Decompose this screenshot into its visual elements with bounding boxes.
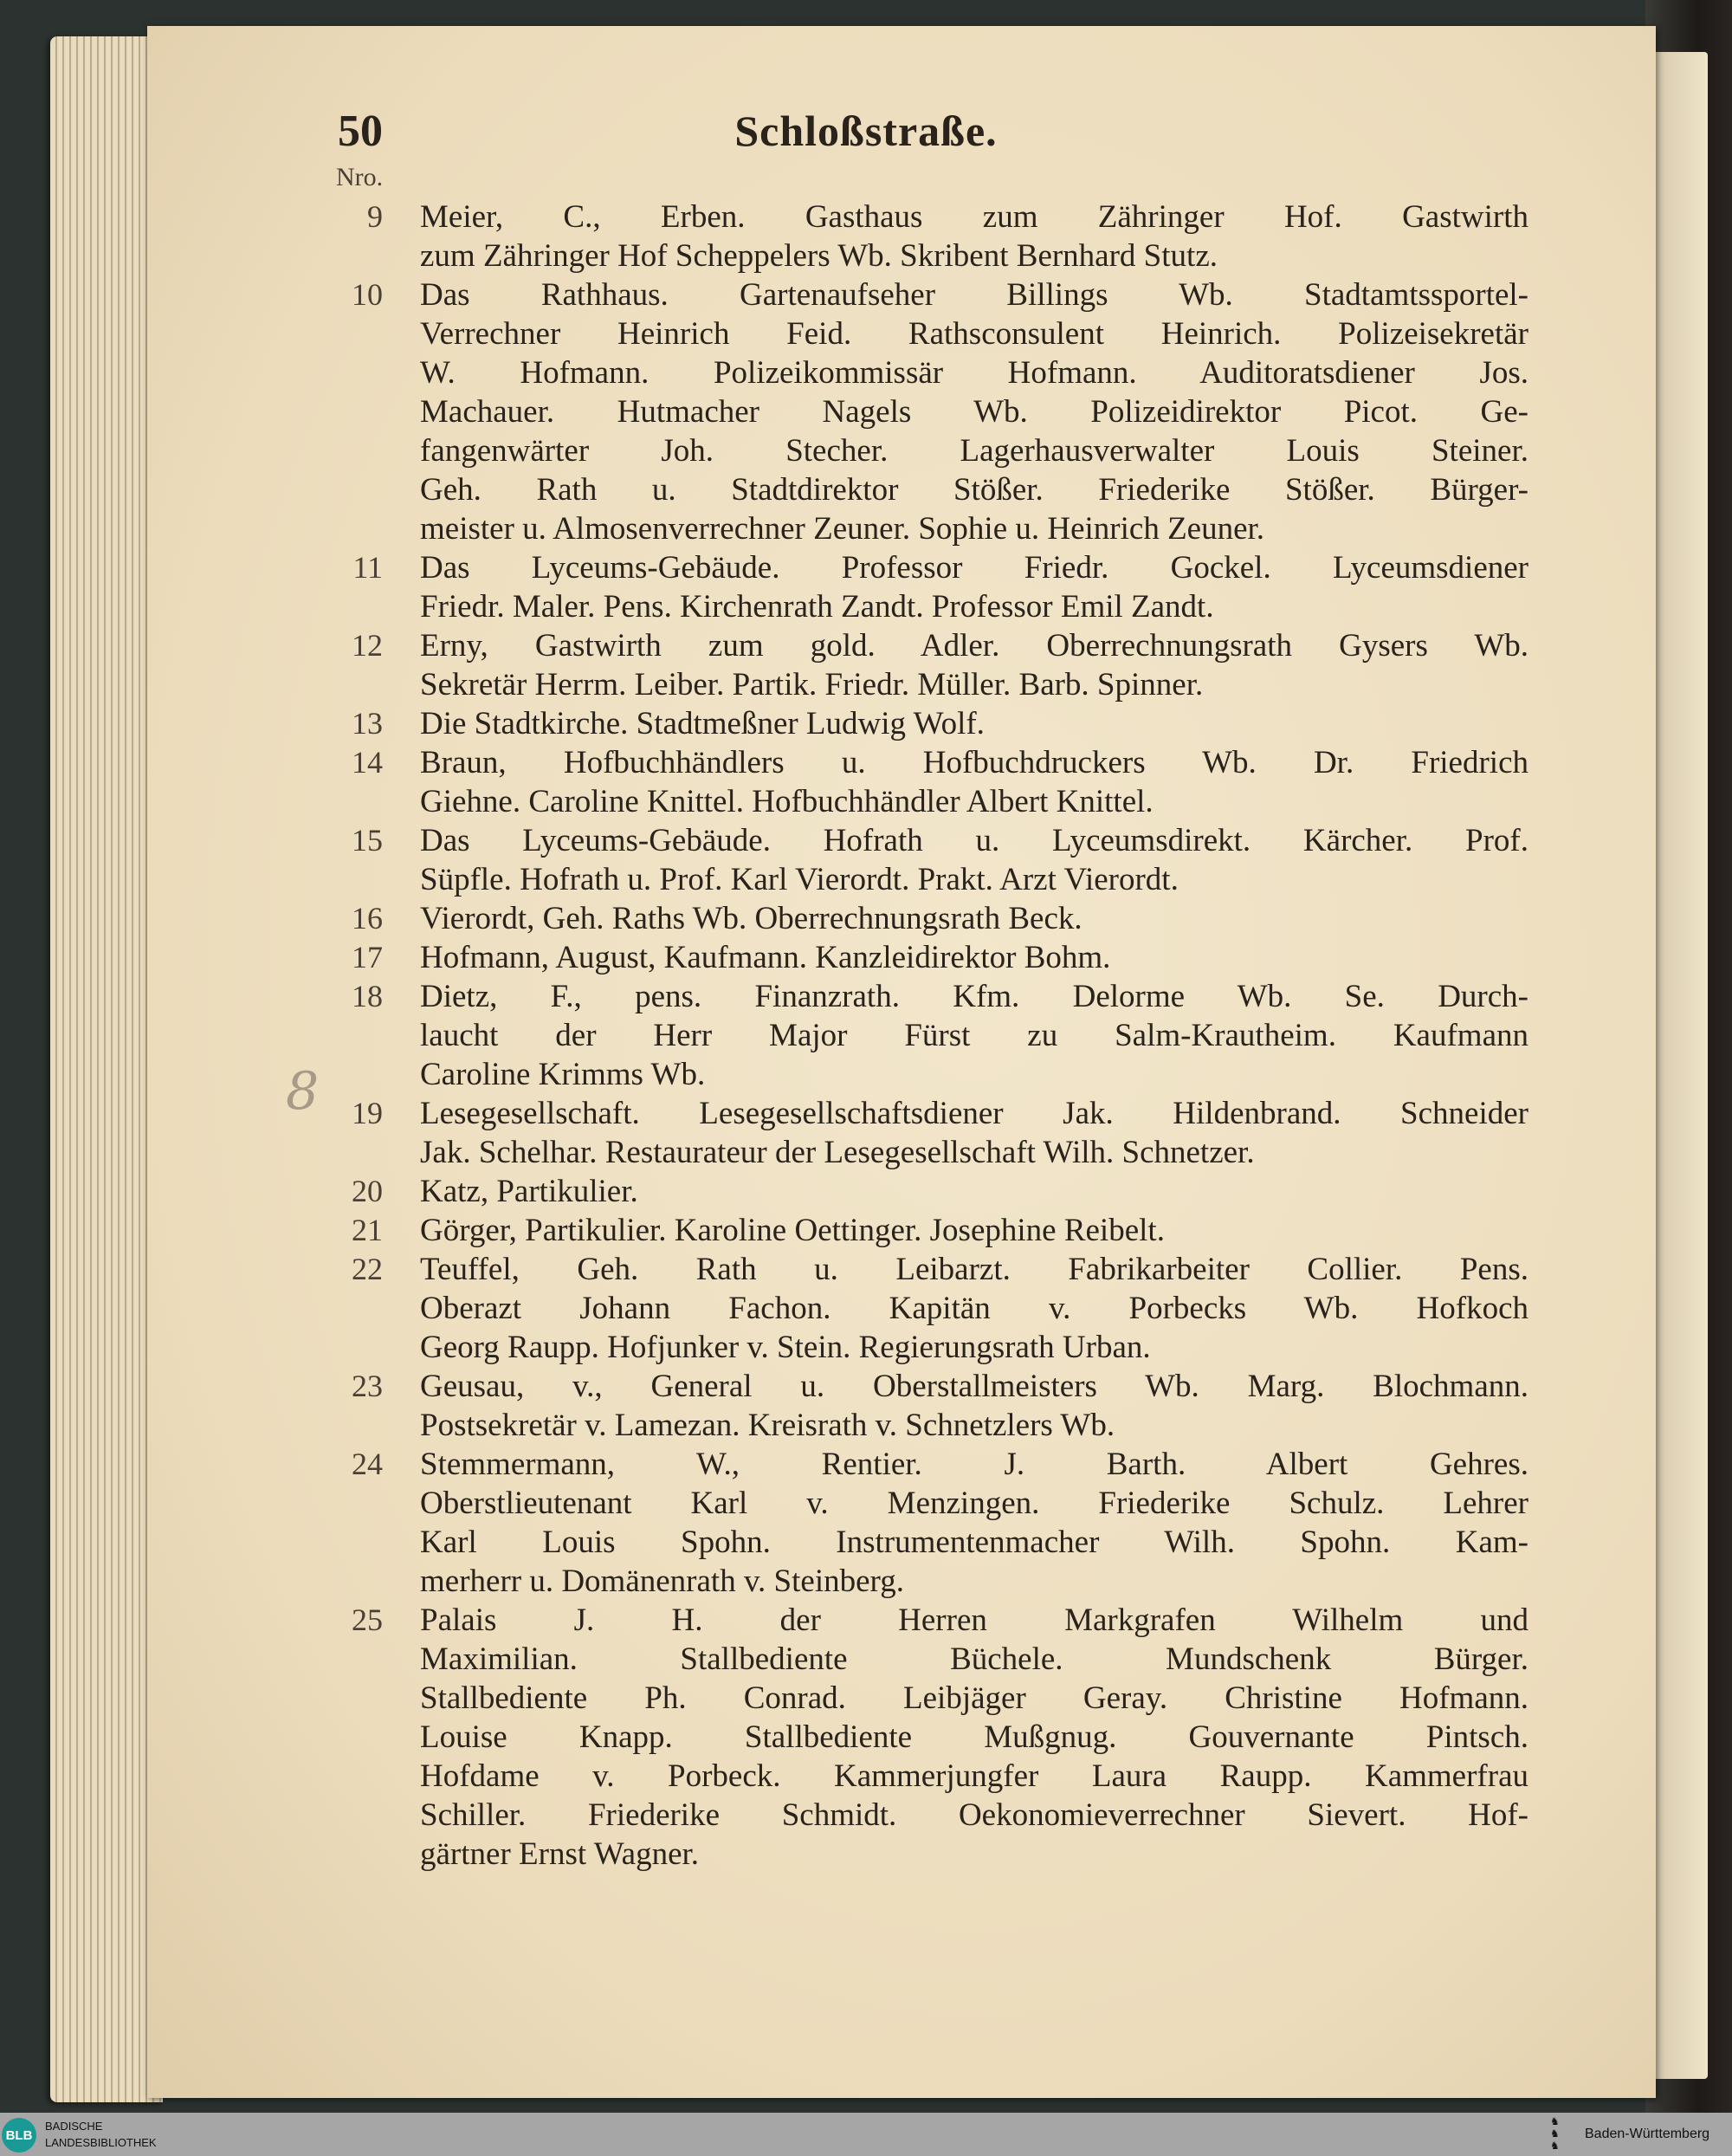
entry-line: Sekretär Herrm. Leiber. Partik. Friedr. Müller. Barb. Spinner. (420, 667, 1204, 702)
entry-line: Lesegesellschaft. Lesegesellschaftsdiener Jak. Hildenbrand. Schneider (420, 1096, 1528, 1131)
house-number: 18 (352, 979, 383, 1013)
entry-line: Erny, Gastwirth zum gold. Adler. Oberrechnungsrath Gysers Wb. (420, 628, 1528, 664)
house-number: 20 (352, 1174, 383, 1208)
entry-line: laucht der Herr Major Fürst zu Salm-Krautheim. Kaufmann (420, 1018, 1528, 1053)
entry-line: Oberstlieutenant Karl v. Menzingen. Friederike Schulz. Lehrer (420, 1486, 1528, 1521)
address-entry (329, 197, 1528, 275)
house-number: 10 (352, 277, 383, 312)
address-entries (329, 197, 1528, 1874)
address-entry (329, 1094, 1528, 1172)
entry-line: Hofdame v. Porbeck. Kammerjungfer Laura Raupp. Kammerfrau (420, 1758, 1528, 1794)
entry-line: Teuffel, Geh. Rath u. Leibarzt. Fabrikarbeiter Collier. Pens. (420, 1252, 1528, 1287)
house-number: 23 (352, 1369, 383, 1403)
library-name-line1: BADISCHE (45, 2120, 103, 2133)
entry-line: Vierordt, Geh. Raths Wb. Oberrechnungsrath Beck. (420, 901, 1082, 936)
address-entry (329, 1445, 1528, 1601)
entry-line: Stallbediente Ph. Conrad. Leibjäger Geray. Christine Hofmann. (420, 1680, 1528, 1716)
address-entry (329, 938, 1528, 977)
entry-line: Die Stadtkirche. Stadtmeßner Ludwig Wolf. (420, 706, 985, 741)
entry-line: Geusau, v., General u. Oberstallmeisters Wb. Marg. Blochmann. (420, 1369, 1528, 1404)
address-entry (329, 977, 1528, 1094)
footer-bar (0, 2113, 1732, 2156)
entry-line: fangenwärter Joh. Stecher. Lagerhausverwalter Louis Steiner. (420, 433, 1528, 469)
address-entry (329, 275, 1528, 548)
state-coat-of-arms-icon: ♞ ♞ ♞ (1550, 2115, 1560, 2152)
address-entry (329, 626, 1528, 704)
house-number: 17 (352, 940, 383, 974)
house-number: 19 (352, 1096, 383, 1130)
entry-line: Postsekretär v. Lamezan. Kreisrath v. Schnetzlers Wb. (420, 1408, 1115, 1443)
entry-line: Caroline Krimms Wb. (420, 1057, 706, 1092)
address-entry (329, 1250, 1528, 1367)
entry-line: Katz, Partikulier. (420, 1174, 638, 1209)
address-entry (329, 1601, 1528, 1874)
entry-line: Süpfle. Hofrath u. Prof. Karl Vierordt. Prakt. Arzt Vierordt. (420, 862, 1179, 897)
library-name[interactable] (45, 2118, 157, 2151)
entry-line: Stemmermann, W., Rentier. J. Barth. Albert Gehres. (420, 1447, 1528, 1482)
house-number: 24 (352, 1447, 383, 1481)
entry-line: Maximilian. Stallbediente Büchele. Mundschenk Bürger. (420, 1641, 1528, 1677)
pencil-mark: 8 (286, 1061, 320, 1122)
state-name[interactable]: Baden-Württemberg (1585, 2127, 1710, 2141)
address-entry (329, 899, 1528, 938)
entry-line: Machauer. Hutmacher Nagels Wb. Polizeidirektor Picot. Ge- (420, 394, 1528, 430)
entry-line: Görger, Partikulier. Karoline Oettinger. Josephine Reibelt. (420, 1213, 1165, 1248)
address-entry (329, 1211, 1528, 1250)
address-entry (329, 548, 1528, 626)
address-entry (329, 704, 1528, 743)
entry-line: Georg Raupp. Hofjunker v. Stein. Regierungsrath Urban. (420, 1330, 1151, 1365)
entry-line: merherr u. Domänenrath v. Steinberg. (420, 1564, 904, 1599)
house-number: 15 (352, 823, 383, 858)
next-page-edge (1656, 52, 1708, 2079)
page-heading: Schloßstraße. (734, 107, 998, 155)
entry-line: Louise Knapp. Stallbediente Mußgnug. Gouvernante Pintsch. (420, 1719, 1528, 1755)
entry-line: Palais J. H. der Herren Markgrafen Wilhelm und (420, 1602, 1528, 1638)
address-entry (329, 1367, 1528, 1445)
house-number: 21 (352, 1213, 383, 1247)
address-entry (329, 821, 1528, 899)
entry-line: Das Lyceums-Gebäude. Hofrath u. Lyceumsdirekt. Kärcher. Prof. (420, 823, 1528, 858)
entry-line: zum Zähringer Hof Scheppelers Wb. Skribent Bernhard Stutz. (420, 238, 1218, 274)
house-number: 9 (367, 199, 383, 234)
entry-line: Karl Louis Spohn. Instrumentenmacher Wilh. Spohn. Kam- (420, 1525, 1528, 1560)
entry-line: Giehne. Caroline Knittel. Hofbuchhändler Albert Knittel. (420, 784, 1154, 819)
entry-line: Schiller. Friederike Schmidt. Oekonomieverrechner Sievert. Hof- (420, 1797, 1528, 1833)
entry-line: Dietz, F., pens. Finanzrath. Kfm. Delorme Wb. Se. Durch- (420, 979, 1528, 1014)
entry-line: Geh. Rath u. Stadtdirektor Stößer. Friederike Stößer. Bürger- (420, 472, 1528, 508)
entry-line: Oberazt Johann Fachon. Kapitän v. Porbecks Wb. Hofkoch (420, 1291, 1528, 1326)
house-number: 12 (352, 628, 383, 663)
house-number: 11 (352, 550, 383, 585)
house-number: 14 (352, 745, 383, 780)
entry-line: meister u. Almosenverrechner Zeuner. Sophie u. Heinrich Zeuner. (420, 511, 1265, 547)
entry-line: gärtner Ernst Wagner. (420, 1836, 700, 1872)
page-stack-edges (50, 36, 163, 2102)
entry-line: Jak. Schelhar. Restaurateur der Lesegesellschaft Wilh. Schnetzer. (420, 1135, 1255, 1170)
address-entry (329, 743, 1528, 821)
library-name-line2: LANDESBIBLIOTHEK (45, 2136, 157, 2149)
entry-line: Verrechner Heinrich Feid. Rathsconsulent Heinrich. Polizeisekretär (420, 316, 1528, 352)
house-number: 25 (352, 1602, 383, 1637)
address-entry (329, 1172, 1528, 1211)
entry-line: Meier, C., Erben. Gasthaus zum Zähringer Hof. Gastwirth (420, 199, 1528, 235)
entry-line: Hofmann, August, Kaufmann. Kanzleidirektor Bohm. (420, 940, 1111, 975)
entry-line: Friedr. Maler. Pens. Kirchenrath Zandt. Professor Emil Zandt. (420, 589, 1214, 625)
entry-line: Das Rathhaus. Gartenaufseher Billings Wb. Stadtamtssportel- (420, 277, 1528, 313)
entry-line: Braun, Hofbuchhändlers u. Hofbuchdruckers Wb. Dr. Friedrich (420, 745, 1528, 780)
entry-line: W. Hofmann. Polizeikommissär Hofmann. Auditoratsdiener Jos. (420, 355, 1528, 391)
page-number: 50 (338, 107, 383, 156)
house-number: 16 (352, 901, 383, 936)
house-number: 13 (352, 706, 383, 741)
blb-logo-icon[interactable]: BLB (2, 2118, 36, 2153)
nro-label: Nro. (336, 163, 384, 191)
house-number: 22 (352, 1252, 383, 1286)
entry-line: Das Lyceums-Gebäude. Professor Friedr. Gockel. Lyceumsdiener (420, 550, 1528, 586)
